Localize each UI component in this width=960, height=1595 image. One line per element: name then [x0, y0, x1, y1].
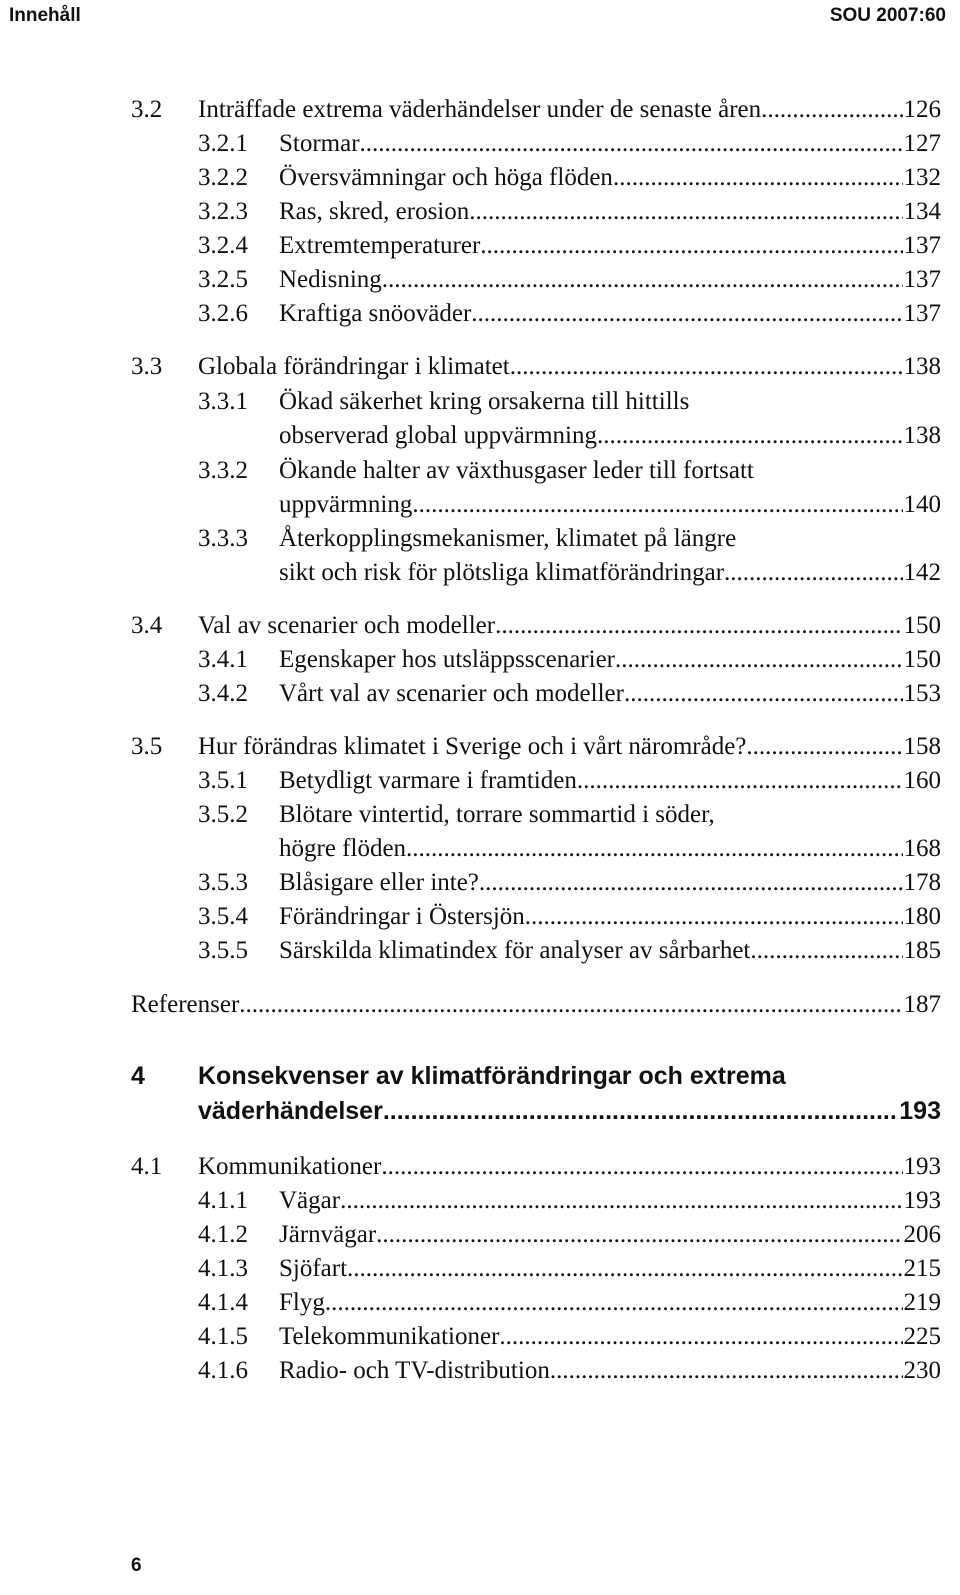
dot-leader [550, 1354, 903, 1388]
toc-entry-title: Kraftiga snöoväder [279, 300, 472, 327]
toc-chapter-page: 193 [899, 1097, 941, 1125]
toc-entry-page: 225 [903, 1323, 941, 1350]
dot-leader [381, 1150, 902, 1184]
page-number: 6 [131, 1555, 142, 1576]
toc-entry-number: 3.3.3 [198, 525, 248, 552]
toc-entry-number: 3.3.2 [198, 457, 248, 484]
toc-entry-page: 187 [903, 991, 941, 1018]
toc-entry-title: Inträffade extrema väderhändelser under de senaste åren [198, 96, 762, 123]
toc-entry-number: 3.2.6 [198, 300, 248, 327]
dot-leader [469, 195, 902, 229]
toc-entry-title: Hur förändras klimatet i Sverige och i vårt närområde? [198, 733, 747, 760]
toc-entry-page: 138 [903, 353, 941, 380]
toc-entry-number: 4.1 [131, 1153, 163, 1180]
toc-entry-page: 193 [903, 1187, 941, 1214]
dot-leader [383, 1094, 898, 1128]
dot-leader [525, 900, 903, 934]
toc-entry-number: 3.2.5 [198, 266, 248, 293]
toc-entry-title: Järnvägar [279, 1221, 377, 1248]
toc-entry-page: 219 [903, 1289, 941, 1316]
dot-leader [499, 1320, 902, 1354]
toc-entry-title: Sjöfart [279, 1255, 348, 1282]
toc-entry-title: Ras, skred, erosion [279, 198, 470, 225]
toc-entry-title: sikt och risk för plötsliga klimatförändringar [279, 559, 725, 586]
toc-entry-page: 168 [903, 835, 941, 862]
toc-entry-title: Telekommunikationer [279, 1323, 500, 1350]
toc-entry-title: Stormar [279, 130, 360, 157]
toc-entry-title: Vägar [279, 1187, 341, 1214]
toc-entry-title: Vårt val av scenarier och modeller [279, 680, 624, 707]
toc-entry-title: Referenser [131, 991, 240, 1018]
toc-entry-page: 137 [903, 300, 941, 327]
dot-leader [613, 161, 903, 195]
toc-entry-page: 127 [903, 130, 941, 157]
toc-entry-title: Egenskaper hos utsläppsscenarier [279, 646, 615, 673]
toc-entry-number: 4.1.5 [198, 1323, 248, 1350]
toc-entry-number: 3.2 [131, 96, 163, 123]
toc-entry-number: 3.2.3 [198, 198, 248, 225]
toc-entry-number: 3.5.2 [198, 801, 248, 828]
toc-entry-page: 126 [903, 96, 941, 123]
toc-entry-title: högre flöden [279, 835, 407, 862]
toc-entry-page: 150 [903, 612, 941, 639]
dot-leader [325, 1286, 903, 1320]
toc-entry-number: 4.1.1 [198, 1187, 248, 1214]
toc-entry-title: Radio- och TV-distribution [279, 1357, 550, 1384]
toc-chapter-title: väderhändelser [198, 1097, 383, 1125]
dot-leader [376, 1218, 902, 1252]
dot-leader [495, 609, 902, 643]
toc-entry-title: Extremtemperaturer [279, 232, 481, 259]
toc-entry-number: 4.1.3 [198, 1255, 248, 1282]
toc-chapter-number: 4 [131, 1062, 145, 1090]
dot-leader [510, 350, 903, 384]
toc-entry-title: Blåsigare eller inte? [279, 869, 479, 896]
dot-leader [239, 988, 902, 1022]
toc-entry-title-line1: Ökad säkerhet kring orsakerna till hittills [279, 388, 690, 415]
toc-entry-page: 153 [903, 680, 941, 707]
toc-entry-page: 178 [903, 869, 941, 896]
toc-entry-title: uppvärmning [279, 491, 413, 518]
toc-entry-number: 3.2.1 [198, 130, 248, 157]
dot-leader [347, 1252, 902, 1286]
dot-leader [615, 643, 903, 677]
dot-leader [724, 556, 902, 590]
toc-entry-page: 215 [903, 1255, 941, 1282]
toc-entry-title: Globala förändringar i klimatet [198, 353, 510, 380]
dot-leader [382, 263, 903, 297]
toc-entry-page: 158 [903, 733, 941, 760]
toc-entry-page: 137 [903, 232, 941, 259]
dot-leader [412, 488, 902, 522]
toc-entry-number: 3.5.5 [198, 937, 248, 964]
dot-leader [761, 93, 902, 127]
toc-entry-page: 140 [903, 491, 941, 518]
dot-leader [577, 764, 903, 798]
dot-leader [471, 297, 902, 331]
toc-entry-number: 3.3.1 [198, 388, 248, 415]
toc-entry-page: 193 [903, 1153, 941, 1180]
toc-entry-page: 180 [903, 903, 941, 930]
toc-entry-title: Betydligt varmare i framtiden [279, 767, 577, 794]
toc-entry-number: 3.4.2 [198, 680, 248, 707]
toc-entry-page: 138 [903, 422, 941, 449]
toc-entry-number: 3.5.3 [198, 869, 248, 896]
toc-entry-number: 3.5.4 [198, 903, 248, 930]
header-section-label: Innehåll [9, 5, 81, 26]
toc-entry-page: 137 [903, 266, 941, 293]
dot-leader [597, 419, 903, 453]
toc-entry-title-line1: Återkopplingsmekanismer, klimatet på längre [279, 525, 737, 552]
toc-entry-title: Särskilda klimatindex för analyser av sårbarhet [279, 937, 751, 964]
toc-entry-number: 3.4 [131, 612, 163, 639]
toc-entry-number: 3.2.4 [198, 232, 248, 259]
toc-entry-number: 4.1.6 [198, 1357, 248, 1384]
toc-entry-title: observerad global uppvärmning [279, 422, 597, 449]
toc-entry-page: 206 [903, 1221, 941, 1248]
toc-entry-number: 3.5 [131, 733, 163, 760]
header-document-id: SOU 2007:60 [829, 5, 946, 26]
toc-entry-page: 142 [903, 559, 941, 586]
dot-leader [479, 866, 903, 900]
running-header [0, 0, 960, 40]
toc-entry-title: Förändringar i Östersjön [279, 903, 525, 930]
toc-entry-number: 3.3 [131, 353, 163, 380]
dot-leader [750, 934, 902, 968]
toc-entry-page: 230 [903, 1357, 941, 1384]
toc-entry-title: Flyg [279, 1289, 325, 1316]
dot-leader [340, 1184, 902, 1218]
dot-leader [480, 229, 902, 263]
toc-entry-page: 132 [903, 164, 941, 191]
toc-entry-title: Kommunikationer [198, 1153, 382, 1180]
toc-entry-page: 185 [903, 937, 941, 964]
toc-entry-number: 3.4.1 [198, 646, 248, 673]
toc-entry-page: 150 [903, 646, 941, 673]
toc-entry-title-line1: Blötare vintertid, torrare sommartid i söder, [279, 801, 715, 828]
dot-leader [406, 832, 902, 866]
toc-entry-page: 160 [903, 767, 941, 794]
toc-entry-title: Översvämningar och höga flöden [279, 164, 613, 191]
toc-entry-page: 134 [903, 198, 941, 225]
toc-entry-title: Nedisning [279, 266, 382, 293]
toc-entry-number: 4.1.2 [198, 1221, 248, 1248]
toc-entry-title-line1: Ökande halter av växthusgaser leder till fortsatt [279, 457, 754, 484]
toc-entry-title: Val av scenarier och modeller [198, 612, 496, 639]
toc-entry-number: 4.1.4 [198, 1289, 248, 1316]
dot-leader [746, 730, 902, 764]
toc-entry-number: 3.2.2 [198, 164, 248, 191]
toc-chapter-title-line1: Konsekvenser av klimatförändringar och extrema [198, 1062, 786, 1090]
dot-leader [360, 127, 903, 161]
dot-leader [624, 677, 903, 711]
toc-entry-number: 3.5.1 [198, 767, 248, 794]
